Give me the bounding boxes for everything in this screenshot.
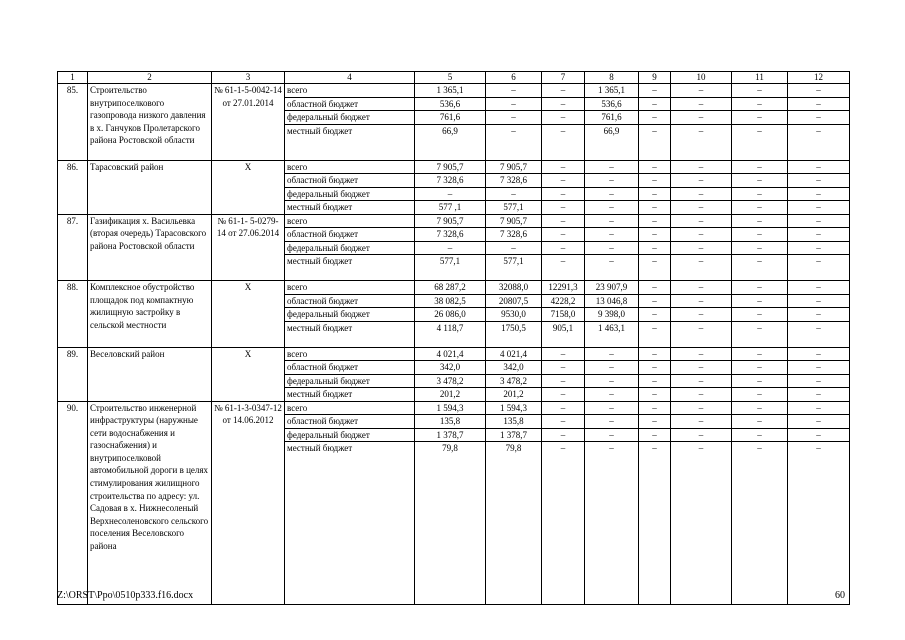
amount-cell: –: [732, 201, 788, 215]
amount-cell: –: [671, 401, 732, 415]
amount-cell: –: [542, 174, 585, 188]
amount-cell: –: [671, 187, 732, 201]
amount-cell: –: [671, 294, 732, 308]
row-number: 86.: [58, 160, 88, 214]
row-number: 88.: [58, 281, 88, 348]
amount-cell: –: [639, 201, 671, 215]
amount-cell: –: [732, 401, 788, 415]
amount-cell: –: [732, 160, 788, 174]
amount-cell: –: [639, 111, 671, 125]
amount-cell: –: [788, 97, 850, 111]
funding-source: федеральный бюджет: [285, 308, 415, 322]
amount-cell: 7158,0: [542, 308, 585, 322]
column-header-2: 2: [88, 72, 212, 84]
amount-cell: –: [788, 321, 850, 347]
column-header-6: 6: [486, 72, 542, 84]
header-row: [58, 72, 850, 84]
amount-cell: –: [585, 401, 639, 415]
amount-cell: –: [585, 428, 639, 442]
column-header-10: 10: [671, 72, 732, 84]
amount-cell: –: [788, 281, 850, 295]
funding-source: местный бюджет: [285, 124, 415, 160]
amount-cell: –: [542, 111, 585, 125]
amount-cell: –: [542, 228, 585, 242]
column-header-12: 12: [788, 72, 850, 84]
amount-cell: –: [639, 361, 671, 375]
amount-cell: –: [788, 214, 850, 228]
amount-cell: –: [788, 124, 850, 160]
amount-cell: 577,1: [486, 201, 542, 215]
amount-cell: –: [732, 214, 788, 228]
funding-source: областной бюджет: [285, 361, 415, 375]
amount-cell: –: [788, 201, 850, 215]
amount-cell: –: [671, 428, 732, 442]
amount-cell: 66,9: [415, 124, 486, 160]
amount-cell: –: [415, 241, 486, 255]
funding-source: всего: [285, 214, 415, 228]
amount-cell: 761,6: [415, 111, 486, 125]
amount-cell: –: [639, 401, 671, 415]
amount-cell: –: [542, 241, 585, 255]
amount-cell: 536,6: [585, 97, 639, 111]
amount-cell: –: [732, 347, 788, 361]
amount-cell: –: [639, 442, 671, 605]
amount-cell: –: [639, 428, 671, 442]
amount-cell: –: [671, 374, 732, 388]
amount-cell: 342,0: [415, 361, 486, 375]
amount-cell: 38 082,5: [415, 294, 486, 308]
document-reference: Х: [212, 347, 285, 401]
amount-cell: 3 478,2: [486, 374, 542, 388]
amount-cell: –: [486, 97, 542, 111]
amount-cell: 32088,0: [486, 281, 542, 295]
amount-cell: –: [788, 111, 850, 125]
amount-cell: –: [732, 187, 788, 201]
amount-cell: –: [671, 347, 732, 361]
amount-cell: –: [639, 321, 671, 347]
amount-cell: –: [639, 228, 671, 242]
funding-source: областной бюджет: [285, 97, 415, 111]
table-row: [58, 214, 850, 228]
amount-cell: –: [788, 428, 850, 442]
object-name: Строительство инженерной инфраструктуры (наружные сети водоснабжения и газоснабжения) и внутрипоселковой автомобильной дороги в целях стимулирования жилищного строительства по адресу: ул. Садовая в х. Нижнесоленый Верхнесоленовского сельского поселения Веселовского района: [88, 401, 212, 605]
amount-cell: –: [639, 347, 671, 361]
amount-cell: 1 594,3: [415, 401, 486, 415]
amount-cell: –: [671, 97, 732, 111]
amount-cell: –: [585, 255, 639, 281]
object-name: Комплексное обустройство площадок под компактную жилищную застройку в сельской местности: [88, 281, 212, 348]
amount-cell: –: [732, 174, 788, 188]
amount-cell: –: [486, 84, 542, 98]
amount-cell: –: [639, 294, 671, 308]
amount-cell: –: [542, 361, 585, 375]
table-row: [58, 281, 850, 295]
amount-cell: –: [486, 111, 542, 125]
funding-source: всего: [285, 281, 415, 295]
amount-cell: –: [542, 187, 585, 201]
amount-cell: 4228,2: [542, 294, 585, 308]
amount-cell: –: [639, 374, 671, 388]
amount-cell: 68 287,2: [415, 281, 486, 295]
funding-source: областной бюджет: [285, 228, 415, 242]
amount-cell: –: [671, 124, 732, 160]
amount-cell: –: [639, 160, 671, 174]
row-number: 89.: [58, 347, 88, 401]
amount-cell: –: [788, 187, 850, 201]
amount-cell: –: [732, 321, 788, 347]
amount-cell: –: [671, 174, 732, 188]
amount-cell: 1 365,1: [415, 84, 486, 98]
amount-cell: –: [732, 361, 788, 375]
amount-cell: 577 ,1: [415, 201, 486, 215]
amount-cell: 4 118,7: [415, 321, 486, 347]
amount-cell: –: [542, 401, 585, 415]
amount-cell: 79,8: [415, 442, 486, 605]
amount-cell: –: [671, 281, 732, 295]
amount-cell: –: [639, 415, 671, 429]
amount-cell: –: [585, 214, 639, 228]
amount-cell: 4 021,4: [486, 347, 542, 361]
amount-cell: 12291,3: [542, 281, 585, 295]
amount-cell: 7 905,7: [486, 160, 542, 174]
amount-cell: –: [486, 124, 542, 160]
amount-cell: –: [542, 415, 585, 429]
column-header-5: 5: [415, 72, 486, 84]
amount-cell: –: [671, 321, 732, 347]
amount-cell: –: [788, 241, 850, 255]
amount-cell: 9 398,0: [585, 308, 639, 322]
amount-cell: 135,8: [486, 415, 542, 429]
amount-cell: 761,6: [585, 111, 639, 125]
amount-cell: –: [671, 111, 732, 125]
amount-cell: 7 328,6: [486, 174, 542, 188]
amount-cell: 1 594,3: [486, 401, 542, 415]
row-number: 85.: [58, 84, 88, 161]
amount-cell: 7 328,6: [486, 228, 542, 242]
amount-cell: 1 378,7: [486, 428, 542, 442]
amount-cell: –: [732, 111, 788, 125]
amount-cell: –: [639, 388, 671, 402]
amount-cell: –: [585, 160, 639, 174]
amount-cell: –: [732, 84, 788, 98]
column-header-4: 4: [285, 72, 415, 84]
amount-cell: –: [542, 255, 585, 281]
table-row: [58, 401, 850, 415]
amount-cell: –: [732, 241, 788, 255]
object-name: Строительство внутрипоселкового газопровода низкого давления в х. Ганчуков Пролетарского района Ростовской области: [88, 84, 212, 161]
amount-cell: –: [585, 374, 639, 388]
funding-source: областной бюджет: [285, 294, 415, 308]
funding-source: федеральный бюджет: [285, 187, 415, 201]
row-number: 90.: [58, 401, 88, 605]
amount-cell: –: [542, 97, 585, 111]
table-row: [58, 160, 850, 174]
amount-cell: 79,8: [486, 442, 542, 605]
amount-cell: 342,0: [486, 361, 542, 375]
amount-cell: 201,2: [415, 388, 486, 402]
funding-source: местный бюджет: [285, 442, 415, 605]
amount-cell: –: [788, 160, 850, 174]
amount-cell: –: [671, 415, 732, 429]
footer-file-path: Z:\ORST\Ppo\0510p333.f16.docx: [57, 590, 194, 601]
funding-source: местный бюджет: [285, 321, 415, 347]
amount-cell: –: [732, 97, 788, 111]
amount-cell: –: [732, 124, 788, 160]
column-header-11: 11: [732, 72, 788, 84]
amount-cell: –: [542, 374, 585, 388]
amount-cell: –: [671, 228, 732, 242]
amount-cell: –: [671, 241, 732, 255]
amount-cell: –: [542, 214, 585, 228]
amount-cell: –: [732, 228, 788, 242]
table-row: [58, 84, 850, 98]
amount-cell: –: [671, 84, 732, 98]
amount-cell: –: [788, 347, 850, 361]
amount-cell: 1 378,7: [415, 428, 486, 442]
amount-cell: –: [788, 228, 850, 242]
funding-source: всего: [285, 84, 415, 98]
amount-cell: 23 907,9: [585, 281, 639, 295]
amount-cell: –: [788, 442, 850, 605]
amount-cell: –: [788, 294, 850, 308]
document-reference: № 61-1-3-0347-12 от 14.06.2012: [212, 401, 285, 605]
funding-source: всего: [285, 347, 415, 361]
amount-cell: –: [639, 255, 671, 281]
funding-source: всего: [285, 401, 415, 415]
amount-cell: 4 021,4: [415, 347, 486, 361]
amount-cell: 13 046,8: [585, 294, 639, 308]
footer-page-number: 60: [835, 590, 845, 601]
amount-cell: –: [639, 124, 671, 160]
amount-cell: –: [732, 255, 788, 281]
amount-cell: –: [585, 228, 639, 242]
amount-cell: –: [639, 241, 671, 255]
amount-cell: –: [585, 361, 639, 375]
amount-cell: –: [585, 442, 639, 605]
amount-cell: –: [639, 84, 671, 98]
amount-cell: 201,2: [486, 388, 542, 402]
amount-cell: –: [788, 84, 850, 98]
amount-cell: –: [585, 347, 639, 361]
funding-source: местный бюджет: [285, 201, 415, 215]
amount-cell: –: [732, 281, 788, 295]
amount-cell: –: [732, 442, 788, 605]
amount-cell: –: [585, 388, 639, 402]
amount-cell: –: [639, 281, 671, 295]
amount-cell: –: [415, 187, 486, 201]
object-name: Веселовский район: [88, 347, 212, 401]
amount-cell: –: [639, 174, 671, 188]
amount-cell: –: [542, 160, 585, 174]
document-reference: № 61-1-5-0042-14 от 27.01.2014: [212, 84, 285, 161]
amount-cell: –: [671, 388, 732, 402]
funding-source: федеральный бюджет: [285, 111, 415, 125]
amount-cell: –: [732, 415, 788, 429]
amount-cell: –: [671, 361, 732, 375]
amount-cell: –: [542, 442, 585, 605]
amount-cell: 905,1: [542, 321, 585, 347]
amount-cell: –: [639, 214, 671, 228]
amount-cell: –: [732, 428, 788, 442]
column-header-1: 1: [58, 72, 88, 84]
amount-cell: 1 365,1: [585, 84, 639, 98]
amount-cell: –: [542, 347, 585, 361]
funding-source: федеральный бюджет: [285, 241, 415, 255]
amount-cell: –: [585, 241, 639, 255]
column-header-8: 8: [585, 72, 639, 84]
amount-cell: 135,8: [415, 415, 486, 429]
amount-cell: –: [732, 374, 788, 388]
amount-cell: –: [542, 428, 585, 442]
amount-cell: –: [639, 187, 671, 201]
amount-cell: –: [486, 187, 542, 201]
funding-source: федеральный бюджет: [285, 374, 415, 388]
amount-cell: –: [671, 201, 732, 215]
amount-cell: 26 086,0: [415, 308, 486, 322]
amount-cell: –: [788, 401, 850, 415]
amount-cell: –: [788, 174, 850, 188]
amount-cell: –: [671, 308, 732, 322]
amount-cell: –: [788, 361, 850, 375]
funding-source: федеральный бюджет: [285, 428, 415, 442]
amount-cell: –: [671, 255, 732, 281]
amount-cell: 9530,0: [486, 308, 542, 322]
amount-cell: –: [671, 442, 732, 605]
column-header-7: 7: [542, 72, 585, 84]
amount-cell: 3 478,2: [415, 374, 486, 388]
amount-cell: 536,6: [415, 97, 486, 111]
object-name: Газификация х. Васильевка (вторая очередь) Тарасовского района Ростовской области: [88, 214, 212, 281]
amount-cell: –: [585, 187, 639, 201]
amount-cell: –: [671, 160, 732, 174]
amount-cell: 7 328,6: [415, 174, 486, 188]
amount-cell: –: [732, 388, 788, 402]
amount-cell: –: [788, 308, 850, 322]
object-name: Тарасовский район: [88, 160, 212, 214]
amount-cell: –: [639, 97, 671, 111]
column-header-9: 9: [639, 72, 671, 84]
table-row: [58, 347, 850, 361]
funding-source: всего: [285, 160, 415, 174]
amount-cell: –: [788, 374, 850, 388]
amount-cell: 1 463,1: [585, 321, 639, 347]
budget-table: [57, 71, 850, 605]
funding-source: областной бюджет: [285, 415, 415, 429]
amount-cell: –: [542, 388, 585, 402]
amount-cell: 577,1: [486, 255, 542, 281]
funding-source: местный бюджет: [285, 388, 415, 402]
funding-source: местный бюджет: [285, 255, 415, 281]
amount-cell: –: [639, 308, 671, 322]
amount-cell: –: [732, 294, 788, 308]
amount-cell: –: [585, 174, 639, 188]
amount-cell: –: [542, 124, 585, 160]
row-number: 87.: [58, 214, 88, 281]
document-reference: № 61-1- 5-0279-14 от 27.06.2014: [212, 214, 285, 281]
amount-cell: –: [788, 255, 850, 281]
amount-cell: 7 905,7: [415, 214, 486, 228]
amount-cell: 20807,5: [486, 294, 542, 308]
amount-cell: –: [542, 84, 585, 98]
amount-cell: 66,9: [585, 124, 639, 160]
amount-cell: 7 328,6: [415, 228, 486, 242]
amount-cell: –: [542, 201, 585, 215]
amount-cell: 7 905,7: [486, 214, 542, 228]
amount-cell: –: [732, 308, 788, 322]
amount-cell: –: [788, 415, 850, 429]
amount-cell: 7 905,7: [415, 160, 486, 174]
amount-cell: 1750,5: [486, 321, 542, 347]
amount-cell: 577,1: [415, 255, 486, 281]
column-header-3: 3: [212, 72, 285, 84]
amount-cell: –: [486, 241, 542, 255]
amount-cell: –: [788, 388, 850, 402]
amount-cell: –: [671, 214, 732, 228]
amount-cell: –: [585, 201, 639, 215]
funding-source: областной бюджет: [285, 174, 415, 188]
document-reference: Х: [212, 160, 285, 214]
document-reference: Х: [212, 281, 285, 348]
amount-cell: –: [585, 415, 639, 429]
